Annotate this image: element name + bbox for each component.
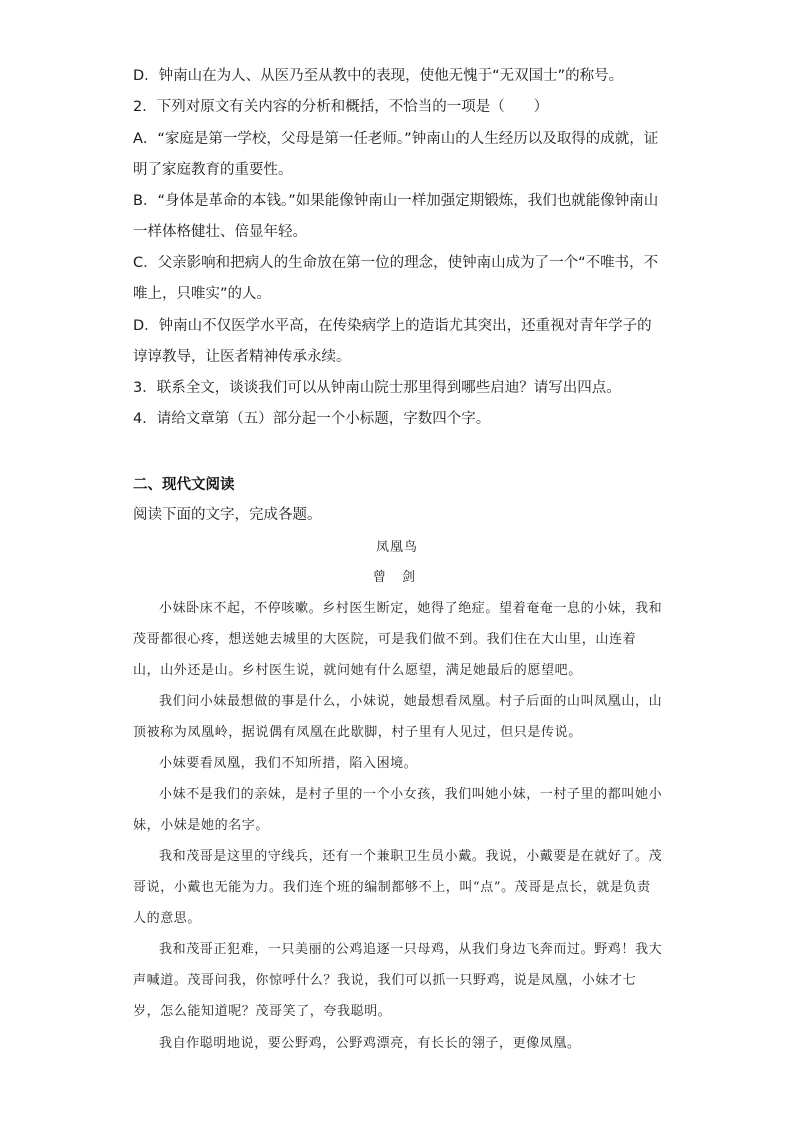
story-paragraph: 我和茂哥是这里的守线兵，还有一个兼职卫生员小戴。我说，小戴要是在就好了。茂哥说，小戴也无能为力。我们连个班的编制都够不上，叫“点”。茂哥是点长，就是负责人的意思。 <box>133 849 663 926</box>
story-title: 凤凰鸟 <box>375 540 418 555</box>
q2-option-b: B．“身体是革命的本钱。”如果能像钟南山一样加强定期锻炼，我们也就能像钟南山一样体格健壮、倍显年轻。 <box>133 193 659 240</box>
story-paragraph: 小妹卧床不起，不停咳嗽。乡村医生断定，她得了绝症。望着奄奄一息的小妹，我和茂哥都很心疼，想送她去城里的大医院，可是我们做不到。我们住在大山里，山连着山，山外还是山。乡村医生说，就问她有什么愿望，满足她最后的愿望吧。 <box>133 601 663 678</box>
q2-option-c: C．父亲影响和把病人的生命放在第一位的理念，使钟南山成为了一个“不唯书，不唯上，只唯实”的人。 <box>133 255 659 302</box>
q1-option-d: D．钟南山在为人、从医乃至从教中的表现，使他无愧于“无双国士”的称号。 <box>133 68 624 84</box>
q2-option-d: D．钟南山不仅医学水平高，在传染病学上的造诣尤其突出，还重视对青年学子的谆谆教导，让医者精神传承永续。 <box>133 318 652 365</box>
question-3: 3．联系全文，谈谈我们可以从钟南山院士那里得到哪些启迪？请写出四点。 <box>133 380 621 396</box>
story-paragraph: 我和茂哥正犯难，一只美丽的公鸡追逐一只母鸡，从我们身边飞奔而过。野鸡！我大声喊道。茂哥问我，你惊呼什么？我说，我们可以抓一只野鸡，说是凤凰，小妹才七岁，怎么能知道呢？茂哥笑了，夸我聪明。 <box>133 942 663 1019</box>
q2-option-a: A．“家庭是第一学校，父母是第一任老师。”钟南山的人生经历以及取得的成就，证明了家庭教育的重要性。 <box>133 131 659 178</box>
q2-stem: 2．下列对原文有关内容的分析和概括，不恰当的一项是（ ） <box>133 99 549 115</box>
section-title: 二、现代文阅读 <box>133 477 235 493</box>
story-author: 曾 剑 <box>372 570 422 585</box>
story-paragraph: 小妹不是我们的亲妹，是村子里的一个小女孩，我们叫她小妹，一村子里的都叫她小妹，小妹是她的名字。 <box>133 787 663 833</box>
story-paragraph: 我自作聪明地说，要公野鸡，公野鸡漂亮，有长长的翎子，更像凤凰。 <box>159 1036 581 1051</box>
question-4: 4．请给文章第（五）部分起一个小标题，字数四个字。 <box>133 411 491 427</box>
story-paragraph: 我们问小妹最想做的事是什么，小妹说，她最想看凤凰。村子后面的山叫凤凰山，山顶被称为凤凰岭，据说偶有凤凰在此歇脚，村子里有人见过，但只是传说。 <box>133 694 663 740</box>
story-paragraph: 小妹要看凤凰，我们不知所措，陷入困境。 <box>159 756 418 771</box>
section-instruction: 阅读下面的文字，完成各题。 <box>133 507 322 523</box>
